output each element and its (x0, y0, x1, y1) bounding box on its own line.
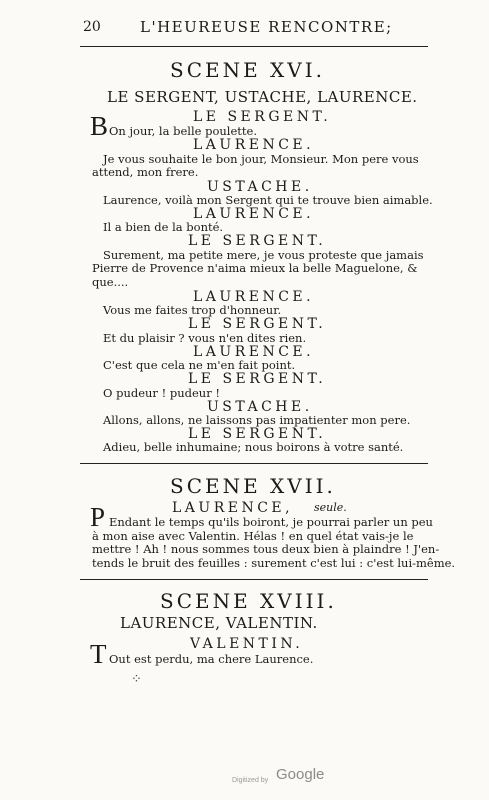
dialogue-line: Je vous souhaite le bon jour, Monsieur. Mon pere vous (103, 152, 419, 166)
dialogue-line: On jour, la belle poulette. (109, 124, 257, 138)
speaker-label: LE SERGENT. (188, 316, 327, 332)
header-rule (80, 46, 428, 47)
scene-divider (80, 463, 428, 464)
dialogue-line: à mon aise avec Valentin. Hélas ! en quel état vais-je le (92, 529, 414, 543)
running-title: L'HEUREUSE RENCONTRE; (140, 18, 393, 36)
dialogue-line: Vous me faites trop d'honneur. (103, 303, 282, 317)
drop-cap: T (90, 639, 107, 669)
scene-18-title: SCENE XVIII. (160, 589, 337, 613)
scene-divider (80, 579, 428, 580)
dialogue-line: attend, mon frere. (92, 165, 199, 179)
speaker-label: LE SERGENT. (193, 109, 332, 125)
speaker-label: LE SERGENT. (188, 233, 327, 249)
speaker-label: USTACHE. (207, 399, 313, 415)
page-number: 20 (83, 19, 101, 35)
speaker-label: LAURENCE. (193, 344, 315, 360)
speaker-label: LAURENCE. (193, 206, 315, 222)
dialogue-line: Surement, ma petite mere, je vous proteste que jamais (103, 248, 424, 262)
drop-cap: P (90, 502, 106, 532)
dialogue-line: Laurence, voilà mon Sergent qui te trouve bien aimable. (103, 193, 433, 207)
speaker-label: LAURENCE. (193, 289, 315, 305)
google-logo: Google (276, 766, 325, 783)
speaker-label: VALENTIN. (190, 636, 304, 652)
ink-blot: ⁘ (131, 672, 142, 687)
dialogue-line: Allons, allons, ne laissons pas impatienter mon pere. (103, 413, 411, 427)
dialogue-line: Pierre de Provence n'aima mieux la belle Maguelone, & (92, 261, 418, 275)
speaker-label: LE SERGENT. (188, 426, 327, 442)
scene-17-title: SCENE XVII. (170, 474, 336, 498)
dialogue-line: Il a bien de la bonté. (103, 220, 224, 234)
speaker-label: USTACHE. (207, 179, 313, 195)
dialogue-line: Out est perdu, ma chere Laurence. (109, 652, 314, 666)
scene-16-cast: LE SERGENT, USTACHE, LAURENCE. (107, 88, 418, 106)
speaker-label: LE SERGENT. (188, 371, 327, 387)
dialogue-line: que.... (92, 275, 129, 289)
drop-cap: B (90, 111, 109, 141)
speaker-label: LAURENCE. (193, 137, 315, 153)
stage-direction: seule. (314, 501, 347, 514)
scene-16-title: SCENE XVI. (170, 58, 325, 82)
dialogue-line: O pudeur ! pudeur ! (103, 386, 220, 400)
dialogue-line: mettre ! Ah ! nous sommes tous deux bien à plaindre ! J'en- (92, 542, 440, 556)
digitized-by-label: Digitized by (232, 777, 269, 784)
scene-18-cast: LAURENCE, VALENTIN. (120, 614, 318, 632)
speaker-label: LAURENCE, (172, 500, 294, 516)
dialogue-line: tends le bruit des feuilles : surement c'est lui : c'est lui-même. (92, 556, 456, 570)
dialogue-line: C'est que cela ne m'en fait point. (103, 358, 296, 372)
dialogue-line: Adieu, belle inhumaine; nous boirons à votre santé. (103, 440, 404, 454)
dialogue-line: Et du plaisir ? vous n'en dites rien. (103, 331, 307, 345)
dialogue-line: Endant le temps qu'ils boiront, je pourrai parler un peu (109, 515, 433, 529)
